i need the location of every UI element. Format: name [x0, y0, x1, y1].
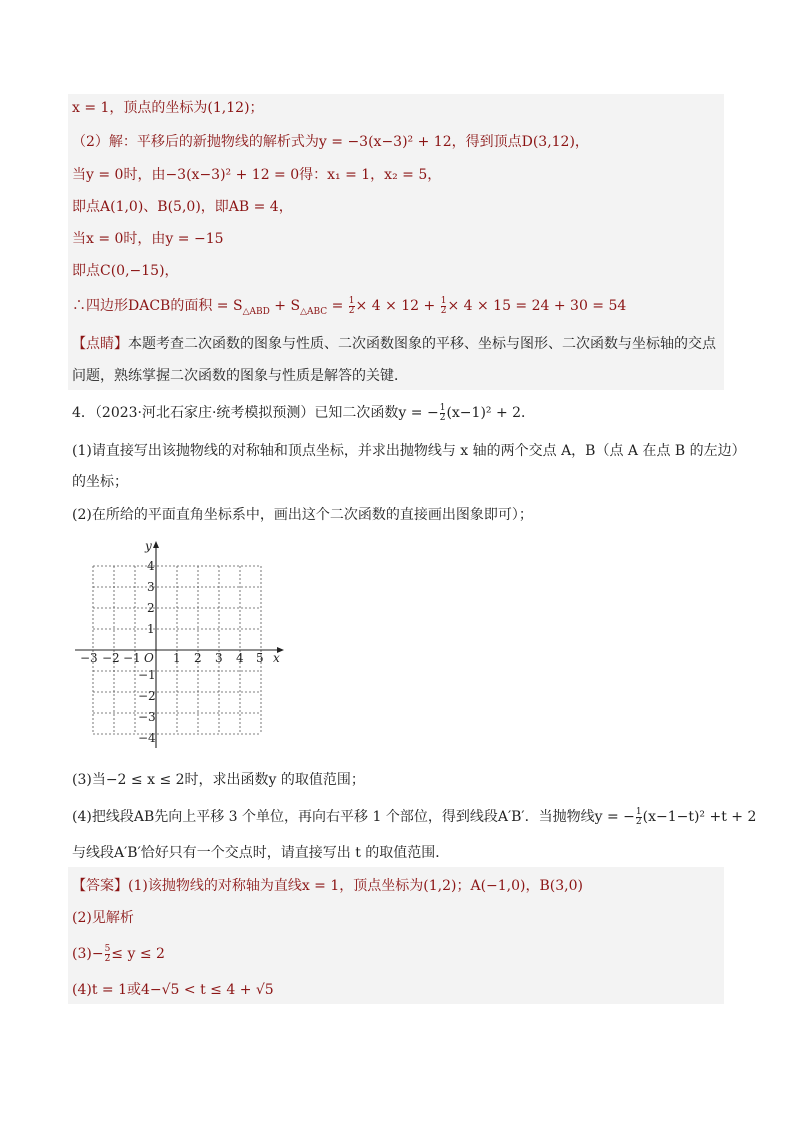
y-tick: −2: [138, 689, 156, 703]
fraction-half: $\frac{1}{2}$: [439, 402, 446, 423]
y-tick: −1: [138, 668, 156, 682]
origin-label: O: [144, 651, 154, 665]
answer-line-4: (4)t = 1或4−√5 < t ≤ 4 + √5: [72, 982, 274, 998]
solution-line-1: x = 1，顶点的坐标为(1,12)；: [72, 100, 264, 116]
solution-line-2: （2）解：平移后的新抛物线的解析式为y = −3(x−3)² + 12，得到顶点D(3,12)，: [72, 134, 589, 150]
fraction-half: $\frac{1}{2}$: [348, 295, 355, 316]
y-tick: 2: [147, 601, 155, 615]
x-tick: 5: [256, 651, 264, 665]
question-part-1b: 的坐标；: [72, 474, 128, 490]
x-tick: −1: [123, 651, 141, 665]
x-tick: 4: [236, 651, 244, 665]
fraction-half: $\frac{1}{2}$: [635, 806, 642, 827]
y-tick: 4: [147, 559, 155, 573]
x-tick: 3: [215, 651, 223, 665]
solution-line-4: 即点A(1,0)、B(5,0)，即AB = 4，: [72, 199, 293, 215]
solution-line-7: ∴四边形DACB的面积 = $S_{\triangle ABD} + S_{\triangle ABC}$ = $\frac{1}{2}$ × 4 × 12 + $\frac{1}{2}$ × 4 × 15 = 24 + 30 = 54: [72, 295, 627, 317]
x-tick: −2: [102, 651, 120, 665]
answer-line-1: 【答案】(1)该抛物线的对称轴为直线x = 1，顶点坐标为(1,2)；A(−1,0)，B(3,0): [72, 878, 583, 894]
x-tick: 1: [173, 651, 181, 665]
y-tick: 1: [147, 622, 155, 636]
y-axis-arrow: [153, 541, 159, 548]
fraction-half: $\frac{1}{2}$: [440, 295, 447, 316]
fraction-five-halves: $\frac{5}{2}$: [104, 943, 111, 964]
solution-line-5: 当x = 0时，由y = −15: [72, 231, 224, 247]
answer-line-3: (3)− $\frac{5}{2}$ ≤ y ≤ 2: [72, 943, 165, 964]
comment-line-2: 问题，熟练掌握二次函数的图象与性质是解答的关键．: [72, 368, 408, 384]
x-tick: −3: [80, 651, 98, 665]
answer-line-2: (2)见解析: [72, 910, 134, 926]
y-axis-label: y: [145, 539, 152, 553]
comment-tag: 【点睛】: [72, 336, 128, 352]
question-part-4b: 与线段A′B′恰好只有一个交点时，请直接写出 t 的取值范围．: [72, 845, 450, 861]
answer-tag: 【答案】: [72, 878, 128, 894]
comment-line-1: 【点睛】本题考查二次函数的图象与性质、二次函数图象的平移、坐标与图形、二次函数与坐标轴的交点: [72, 336, 716, 352]
solution-line-6: 即点C(0,−15)，: [72, 263, 179, 279]
y-tick: −3: [138, 710, 156, 724]
question-part-4a: (4)把线段AB先向上平移 3 个单位，再向右平移 1 个部位，得到线段A′B′．当抛物线y = − $\frac{1}{2}$ (x−1−t)² +t + 2: [72, 806, 757, 827]
y-tick: 3: [147, 580, 155, 594]
question-part-3: (3)当−2 ≤ x ≤ 2时，求出函数y 的取值范围；: [72, 772, 365, 788]
question-stem: 4．（2023·河北石家庄·统考模拟预测）已知二次函数y = − $\frac{1}{2}$ (x−1)² + 2．: [72, 402, 536, 423]
subscript-abd: △ABD: [242, 306, 270, 317]
question-part-1a: (1)请直接写出该抛物线的对称轴和顶点坐标，并求出抛物线与 x 轴的两个交点 A，B（点 A 在点 B 的左边）: [72, 443, 746, 459]
x-axis-label: x: [273, 651, 280, 665]
coordinate-grid: [72, 536, 288, 752]
solution-line-3: 当y = 0时，由−3(x−3)² + 12 = 0得：x₁ = 1，x₂ = 5，: [72, 167, 442, 183]
question-part-2: (2)在所给的平面直角坐标系中，画出这个二次函数的直接画出图象即可）；: [72, 507, 533, 523]
x-tick: 2: [194, 651, 202, 665]
subscript-abc: △ABC: [300, 306, 328, 317]
y-tick: −4: [138, 731, 156, 745]
